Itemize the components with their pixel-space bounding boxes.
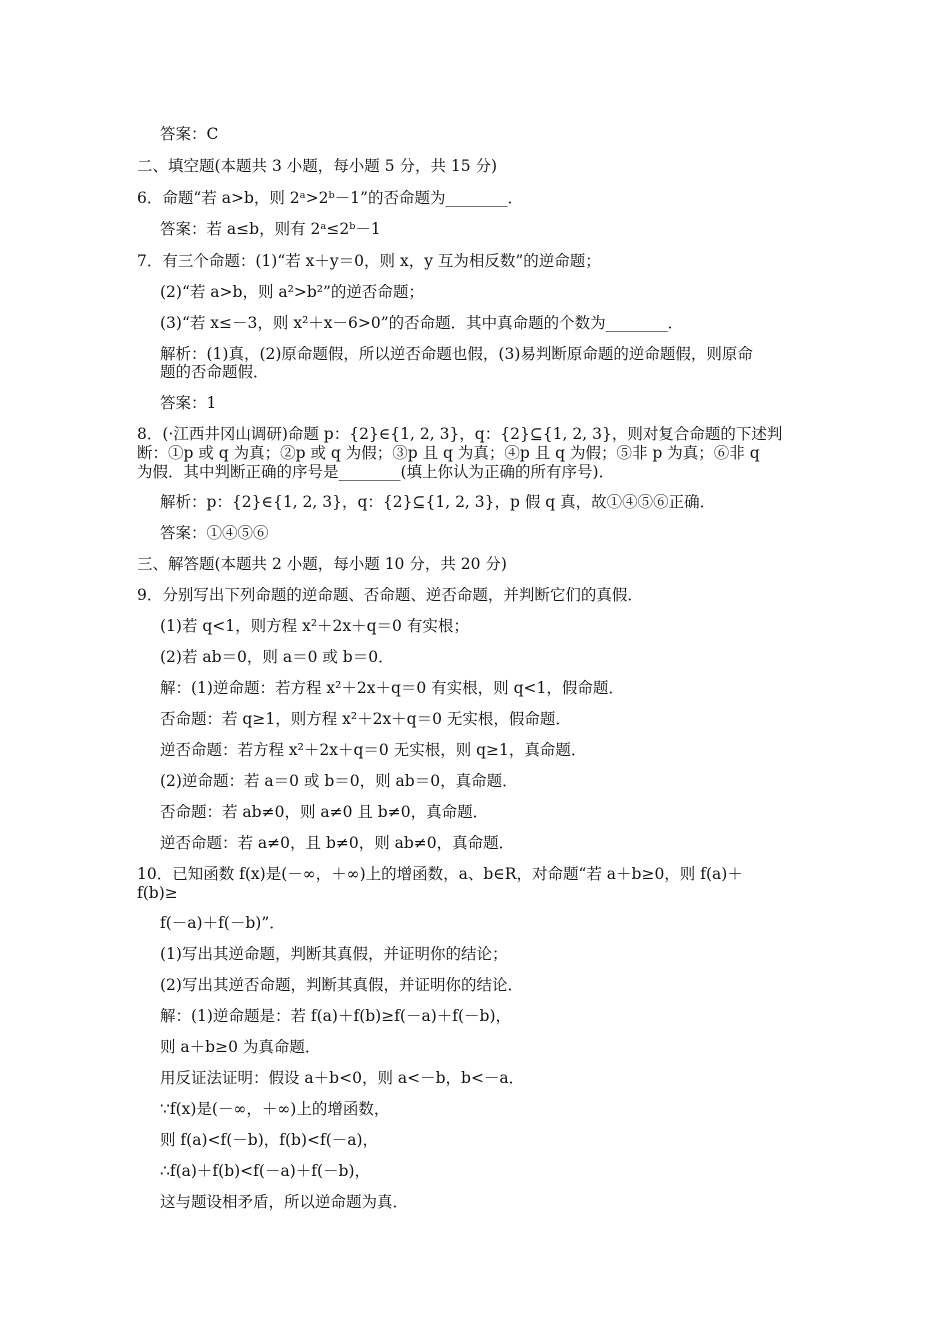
analysis-7-line-2: 题的否命题假． [160,363,269,381]
question-6: 6．命题“若 a>b，则 2ᵃ>2ᵇ－1”的否命题为________． [137,189,523,207]
section-heading-solutions: 三、解答题(本题共 2 小题，每小题 10 分，共 20 分) [137,555,507,573]
solution-9-inverse-1: 否命题：若 q≥1，则方程 x²＋2x＋q＝0 无实根，假命题． [160,710,571,728]
question-7-part-2: (2)“若 a>b，则 a²>b²”的逆否命题； [160,283,424,301]
question-10-line-3: f(－a)＋f(－b)”． [160,914,285,932]
analysis-8: 解析：p：{2}∈{1, 2, 3}，q：{2}⊆{1, 2, 3}，p 假 q 真，故①④⑤⑥正确． [160,493,716,511]
solution-9-converse-1: 解：(1)逆命题：若方程 x²＋2x＋q＝0 有实根，则 q<1，假命题． [160,679,624,697]
solution-9-converse-2: (2)逆命题：若 a＝0 或 b＝0，则 ab＝0，真命题． [160,772,518,790]
question-10-part-2: (2)写出其逆否命题，判断其真假，并证明你的结论． [160,976,523,994]
solution-10-line-4: ∵f(x)是(－∞，＋∞)上的增函数， [160,1100,390,1118]
solution-9-contrapositive-1: 逆否命题：若方程 x²＋2x＋q＝0 无实根，则 q≥1，真命题． [160,741,587,759]
solution-10-line-3: 用反证法证明：假设 a＋b<0，则 a<－b，b<－a． [160,1069,525,1087]
question-7-part-3: (3)“若 x≤－3，则 x²＋x－6>0”的否命题．其中真命题的个数为________． [160,314,684,332]
question-9: 9．分别写出下列命题的逆命题、否命题、逆否命题，并判断它们的真假． [137,586,643,604]
solution-9-inverse-2: 否命题：若 ab≠0，则 a≠0 且 b≠0，真命题． [160,803,489,821]
question-10-part-1: (1)写出其逆命题，判断其真假，并证明你的结论； [160,945,508,963]
analysis-7-line-1: 解析：(1)真，(2)原命题假，所以逆否命题也假，(3)易判断原命题的逆命题假，则原命 [160,345,753,363]
solution-10-line-6: ∴f(a)＋f(b)<f(－a)＋f(－b)， [160,1162,370,1180]
question-10-line-1: 10．已知函数 f(x)是(－∞，＋∞)上的增函数，a、b∈R，对命题“若 a＋b≥0，则 f(a)＋ [137,865,743,883]
question-8-line-2: 断：①p 或 q 为真；②p 或 q 为假；③p 且 q 为真；④p 且 q 为假；⑤非 p 为真；⑥非 q [137,444,760,462]
solution-10-line-5: 则 f(a)<f(－b)，f(b)<f(－a)， [160,1131,379,1149]
question-8-line-3: 为假．其中判断正确的序号是________(填上你认为正确的所有序号)． [137,463,615,481]
answer-5: 答案：C [160,125,219,143]
question-9-part-1: (1)若 q<1，则方程 x²＋2x＋q＝0 有实根； [160,617,469,635]
section-heading-fill-in: 二、填空题(本题共 3 小题，每小题 5 分，共 15 分) [137,157,498,175]
solution-10-line-7: 这与题设相矛盾，所以逆命题为真． [160,1193,409,1211]
question-8-line-1: 8．(·江西井冈山调研)命题 p：{2}∈{1, 2, 3}，q：{2}⊆{1, 2, 3}，则对复合命题的下述判 [137,425,783,443]
answer-7: 答案：1 [160,394,217,412]
answer-6: 答案：若 a≤b，则有 2ᵃ≤2ᵇ－1 [160,220,381,238]
question-10-line-2: f(b)≥ [137,884,178,902]
solution-10-line-1: 解：(1)逆命题是：若 f(a)＋f(b)≥f(－a)＋f(－b)， [160,1007,512,1025]
solution-10-line-2: 则 a＋b≥0 为真命题． [160,1038,321,1056]
question-9-part-2: (2)若 ab＝0，则 a＝0 或 b＝0． [160,648,394,666]
answer-8: 答案：①④⑤⑥ [160,524,269,542]
question-7: 7．有三个命题：(1)“若 x＋y＝0，则 x，y 互为相反数”的逆命题； [137,252,601,270]
solution-9-contrapositive-2: 逆否命题：若 a≠0，且 b≠0，则 ab≠0，真命题． [160,834,515,852]
